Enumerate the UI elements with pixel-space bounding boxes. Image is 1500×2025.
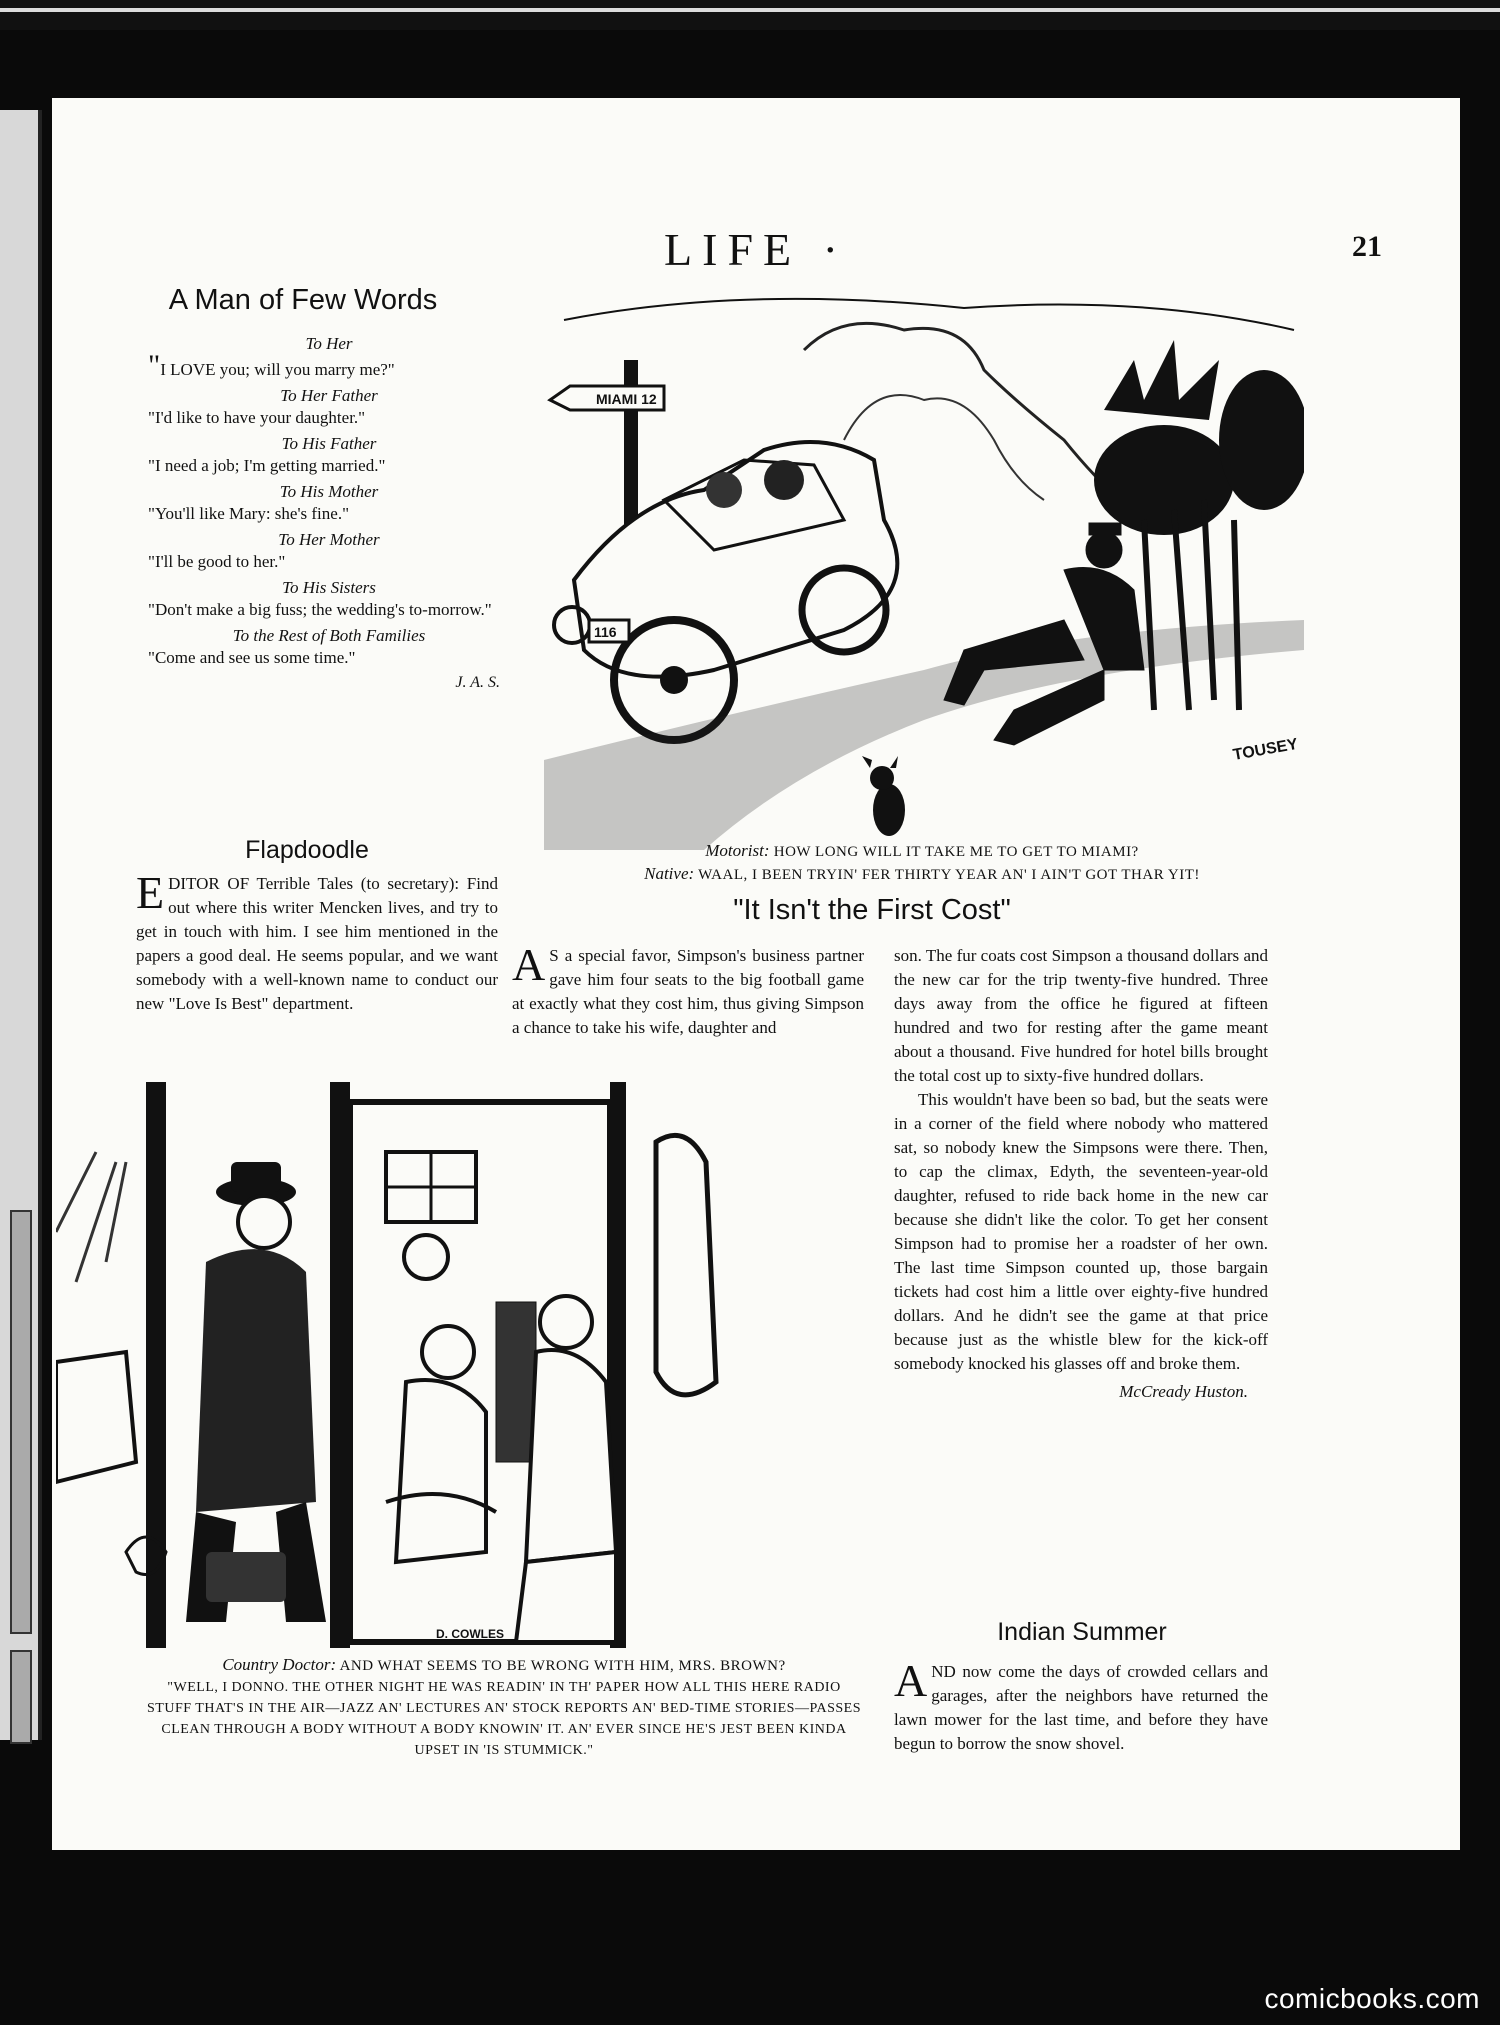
paragraph: This wouldn't have been so bad, but the seats were in a corner of the field where nobody who mattered sat, so nobody knew the Simpsons were there. Then, to cap the climax, Edyth, the seventeen-year-old daughter, refused to ride back home in the new car because she didn't like the color. To get her consent Simpson had to promise her a roadster of her own. The last time Simpson counted up, those bargain tickets had cost him a little over eighty-five hundred dollars. And he didn't see the game at that price because just as the whistle blew for the kick-off somebody knocked his glasses off and broke them.: [894, 1090, 1268, 1373]
first-cost-column-2: [894, 944, 1268, 1404]
magazine-page: [52, 98, 1460, 1850]
indian-summer-body: AND now come the days of crowded cellars and garages, after the neighbors have returned the lawn mower for the last time, and before they have begun to borrow the snow shovel.: [894, 1655, 1268, 1753]
doctor-cartoon-illustration: [56, 1082, 864, 1648]
poem-signature: J. A. S.: [455, 674, 500, 691]
signpost-text: MIAMI 12: [596, 391, 657, 407]
caption-speaker: Native:: [644, 864, 695, 883]
poem-role: To Her: [305, 334, 353, 353]
motorist-caption: [532, 840, 1312, 886]
cartoon-artist-signature: D. COWLES: [436, 1627, 504, 1641]
masthead-title: LIFE ·: [664, 224, 848, 275]
caption-text: AND WHAT SEEMS TO BE WRONG WITH HIM, MRS. BROWN?: [339, 1658, 786, 1674]
flapdoodle-title: Flapdoodle: [245, 836, 369, 864]
drop-cap: A: [894, 1655, 928, 1706]
poem-body: [148, 330, 510, 692]
poem-line: "I LOVE you; will you marry me?": [148, 349, 395, 382]
poem-role: To His Sisters: [282, 578, 376, 597]
poem-role: To Her Father: [280, 386, 378, 405]
poem-role: To His Mother: [279, 482, 379, 501]
page-number: 21: [1352, 230, 1382, 263]
article-signature: McCready Huston.: [1119, 1382, 1248, 1401]
license-plate: 116: [594, 624, 617, 640]
poem-role: To His Father: [281, 434, 377, 453]
cartoon-artist-signature: TOUSEY: [1231, 735, 1300, 764]
poem-line: "I'd like to have your daughter.": [148, 408, 366, 427]
facing-page-edge: [0, 110, 42, 1740]
poem-line: "I'll be good to her.": [148, 552, 286, 571]
paragraph: son. The fur coats cost Simpson a thousand dollars and the new car for the trip twenty-five hundred. Three days away from the office he figured at fifteen hundred and two for resting after the game meant about a thousand. Five hundred for hotel bills brought the total cost up to sixty-five hundred dollars.: [894, 946, 1268, 1085]
watermark-text: comicbooks.com: [1264, 1983, 1480, 2014]
poem-line: "You'll like Mary: she's fine.": [148, 504, 350, 523]
poem-line: "I need a job; I'm getting married.": [148, 456, 386, 475]
indian-summer-title: Indian Summer: [997, 1618, 1167, 1646]
caption-speaker: Country Doctor:: [222, 1655, 337, 1674]
caption-text: "WELL, I DONNO. THE OTHER NIGHT HE WAS READIN' IN TH' PAPER HOW ALL THIS HERE RADIO STUFF THAT'S IN THE AIR—JAZZ AN' LECTURES AN' STOCK REPORTS AN' BED-TIME STORIES—PASSES CLEAN THROUGH A BODY WITHOUT A BODY KNOWIN' IT. AN' EVER SINCE HE'S JEST BEEN KINDA UPSET IN 'IS STUMMICK.": [147, 1680, 861, 1758]
poem-role: To Her Mother: [278, 530, 380, 549]
flapdoodle-body: EDITOR OF Terrible Tales (to secretary): Find out where this writer Mencken lives, and try to get in touch with him. I see him mentioned in the papers a good deal. He seems popular, and we want somebody with a well-known name to conduct our new "Love Is Best" department.: [136, 867, 498, 1013]
doctor-caption: [144, 1654, 864, 1761]
poem-title: A Man of Few Words: [168, 284, 438, 316]
scan-top-band: [0, 0, 1500, 30]
caption-text: WAAL, I BEEN TRYIN' FER THIRTY YEAR AN' I AIN'T GOT THAR YIT!: [698, 867, 1200, 883]
first-cost-title: "It Isn't the First Cost": [733, 894, 1011, 926]
drop-cap: E: [136, 867, 165, 918]
motorist-cartoon-illustration: [544, 290, 1304, 850]
first-cost-column-1: A S a special favor, Simpson's business partner gave him four seats to the big football game at exactly what they cost him, thus giving Simpson a chance to take his wife, daughter and: [512, 939, 864, 1037]
poem-role: To the Rest of Both Families: [232, 626, 426, 645]
caption-text: HOW LONG WILL IT TAKE ME TO GET TO MIAMI?: [773, 844, 1139, 860]
drop-cap: A: [512, 939, 546, 990]
poem-line: "Don't make a big fuss; the wedding's to-morrow.": [148, 600, 492, 619]
poem-line: "Come and see us some time.": [148, 648, 356, 667]
caption-speaker: Motorist:: [705, 841, 770, 860]
